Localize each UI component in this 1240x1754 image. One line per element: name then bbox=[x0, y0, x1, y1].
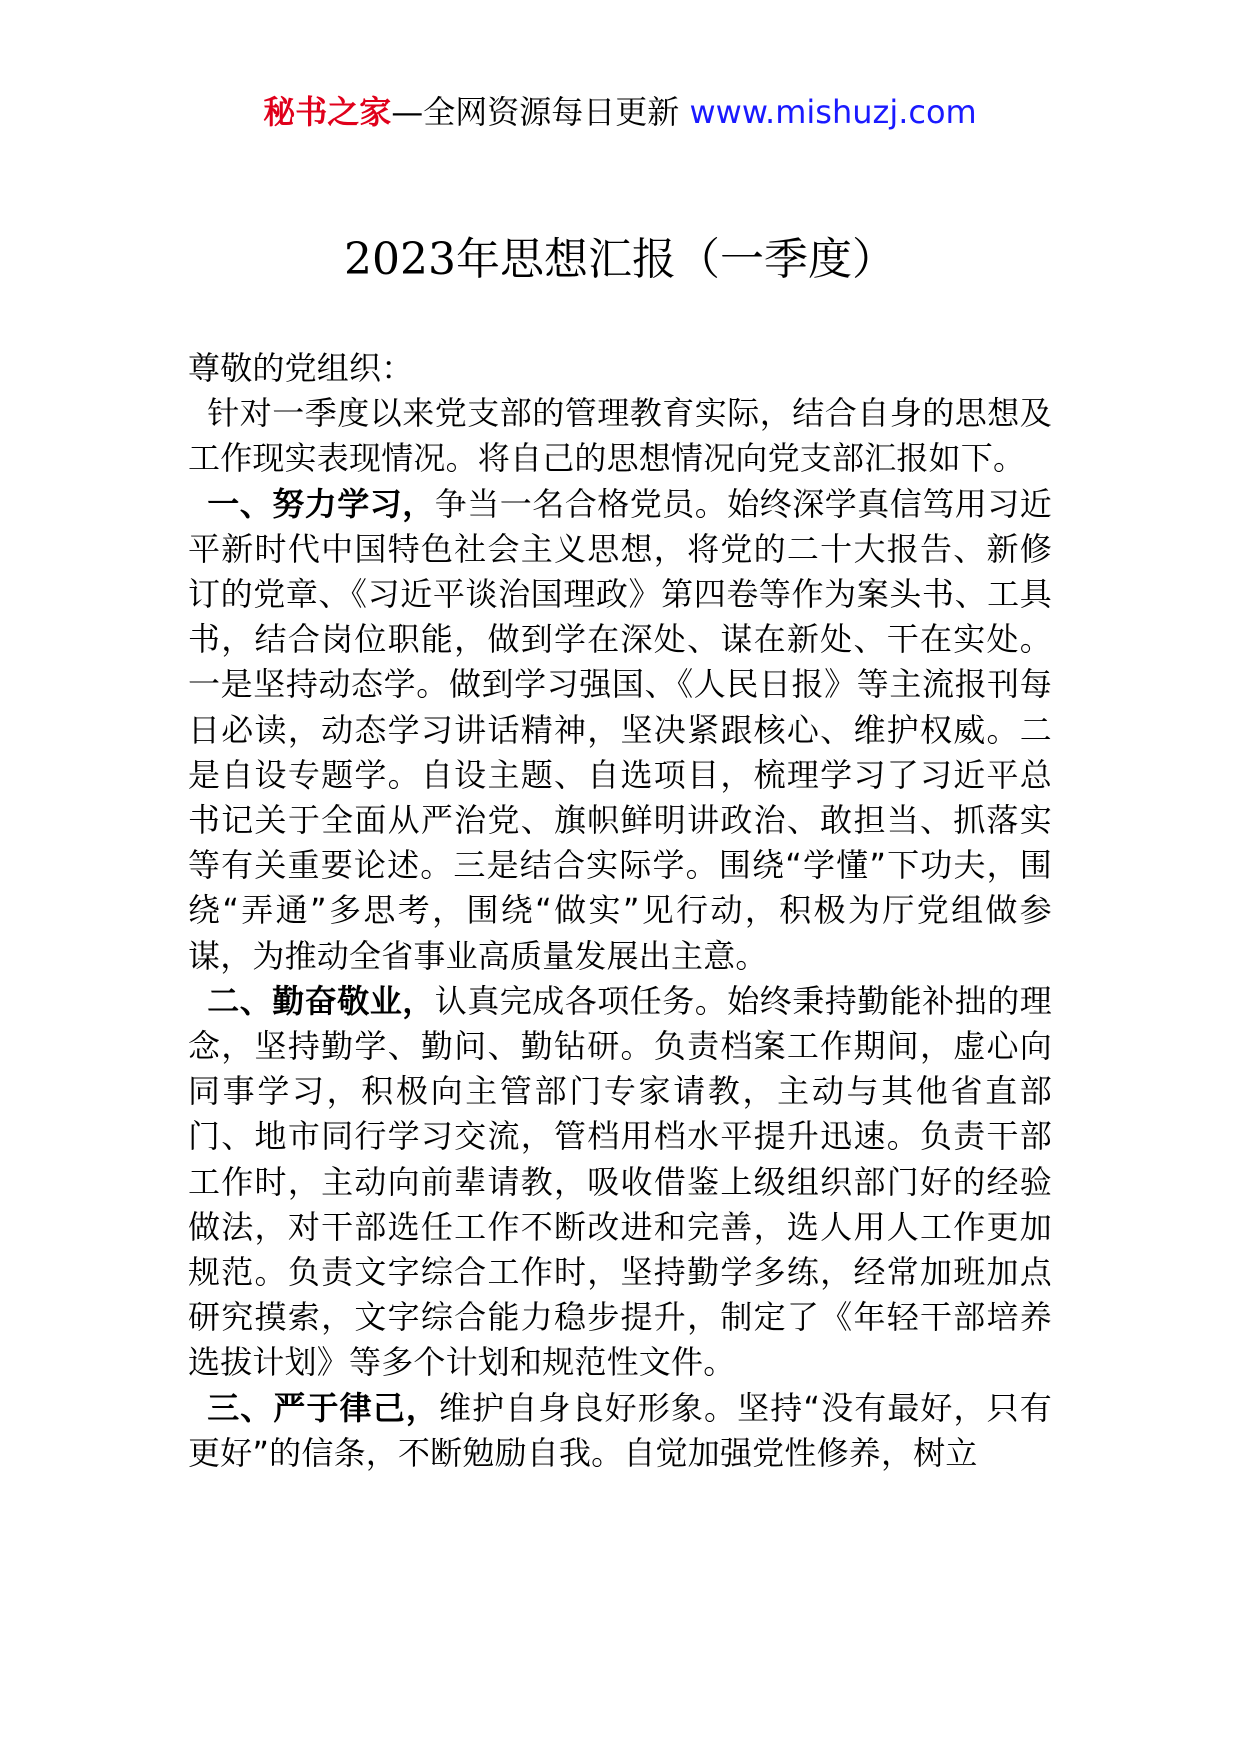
section-lead-1: 一、努力学习， bbox=[207, 484, 435, 523]
salutation: 尊敬的党组织： bbox=[188, 349, 414, 387]
section-paragraph-3 bbox=[188, 1386, 1052, 1476]
section-paragraph-1 bbox=[188, 482, 1052, 979]
section-lead-3: 三、严于律己， bbox=[207, 1388, 440, 1427]
document-title: 2023年思想汇报（一季度） bbox=[344, 234, 896, 285]
intro-paragraph: 针对一季度以来党支部的管理教育实际，结合自身的思想及工作现实表现情况。将自己的思想情况向党支部汇报如下。 bbox=[188, 394, 1052, 478]
brand-name: 秘书之家 bbox=[263, 93, 392, 131]
section-body-3: 维护自身良好形象。坚持“没有最好，只有更好”的信条，不断勉励自我。自觉加强党性修养，树立 bbox=[188, 1388, 1052, 1472]
section-body-1: 争当一名合格党员。始终深学真信笃用习近平新时代中国特色社会主义思想，将党的二十大报告、新修订的党章、《习近平谈治国理政》第四卷等作为案头书、工具书，结合岗位职能，做到学在深处、谋在新处、干在实处。一是坚持动态学。做到学习强国、《人民日报》等主流报刊每日必读，动态学习讲话精神，坚决紧跟核心、维护权威。二是自设专题学。自设主题、自选项目，梳理学习了习近平总书记关于全面从严治党、旗帜鲜明讲政治、敢担当、抓落实等有关重要论述。三是结合实际学。围绕“学懂”下功夫，围绕“弄通”多思考，围绕“做实”见行动，积极为厅党组做参谋，为推动全省事业高质量发展出主意。 bbox=[188, 484, 1052, 975]
site-header bbox=[0, 92, 1240, 132]
site-url-link[interactable]: www.mishuzj.com bbox=[689, 93, 977, 131]
document-body bbox=[188, 346, 1052, 1476]
section-paragraph-2 bbox=[188, 979, 1052, 1386]
header-tagline: —全网资源每日更新 bbox=[391, 93, 690, 131]
section-lead-2: 二、勤奋敬业， bbox=[207, 981, 435, 1020]
section-body-2: 认真完成各项任务。始终秉持勤能补拙的理念，坚持勤学、勤问、勤钻研。负责档案工作期间，虚心向同事学习，积极向主管部门专家请教，主动与其他省直部门、地市同行学习交流，管档用档水平提升迅速。负责干部工作时，主动向前辈请教，吸收借鉴上级组织部门好的经验做法，对干部选任工作不断改进和完善，选人用人工作更加规范。负责文字综合工作时，坚持勤学多练，经常加班加点研究摸索，文字综合能力稳步提升，制定了《年轻干部培养选拔计划》等多个计划和规范性文件。 bbox=[188, 981, 1052, 1382]
